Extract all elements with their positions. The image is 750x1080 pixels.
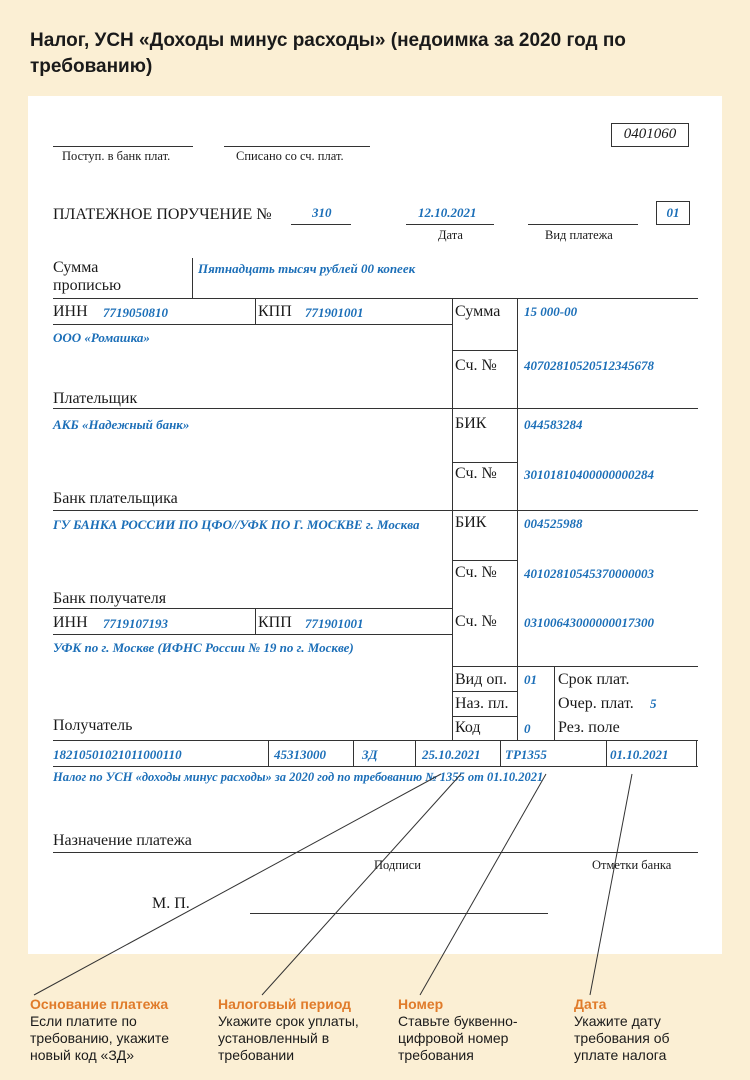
callout-line-period: [262, 774, 461, 995]
code-value: 0: [524, 721, 531, 736]
recipient-account-label: Сч. №: [455, 613, 497, 630]
sum-value: 15 000-00: [524, 304, 578, 319]
annotation-text-number: Ставьте буквенно-цифровой номер требования: [398, 1013, 518, 1063]
payer-bank-bik: 044583284: [524, 417, 583, 432]
annotation-title-date: Дата: [574, 996, 607, 1012]
status-code: 01: [666, 205, 680, 220]
recipient-account: 03100643000000017300: [524, 615, 654, 630]
amount-words-label-1: Сумма: [53, 259, 99, 276]
priority-value: 5: [650, 696, 657, 711]
payer-inn-label: ИНН: [53, 303, 88, 320]
amount-words-label-2: прописью: [53, 277, 122, 294]
purpose-text: Налог по УСН «доходы минус расходы» за 2020 год по требованию № 1355 от 01.10.2021: [53, 770, 544, 784]
recipient-bank-account-label: Сч. №: [455, 564, 497, 581]
annotation-title-period: Налоговый период: [218, 996, 352, 1012]
recipient-kpp: 771901001: [305, 616, 364, 631]
payer-kpp: 771901001: [305, 305, 364, 320]
callout-line-basis: [34, 774, 441, 995]
op-type-label: Вид оп.: [455, 671, 507, 688]
kbk: 18210501021011000110: [53, 747, 182, 762]
payer-bank: АКБ «Надежный банк»: [53, 417, 190, 432]
purpose-code-label: Наз. пл.: [455, 695, 509, 712]
tax-period: 25.10.2021: [422, 747, 481, 762]
purpose-label: Назначение платежа: [53, 832, 192, 849]
annotation-text-basis: Если платите по требованию, укажите новый код «ЗД»: [30, 1013, 169, 1063]
recipient-bank-bik: 004525988: [524, 516, 583, 531]
amount-words: Пятнадцать тысяч рублей 00 копеек: [198, 261, 416, 276]
payer-label: Плательщик: [53, 390, 138, 407]
payer-name: ООО «Ромашка»: [53, 330, 150, 345]
recipient-inn: 7719107193: [103, 616, 168, 631]
payer-account: 40702810520512345678: [524, 358, 654, 373]
debited-label: Списано со сч. плат.: [236, 149, 344, 163]
sum-label: Сумма: [455, 303, 501, 320]
doc-number: ТР1355: [505, 747, 547, 762]
order-number: 310: [312, 205, 332, 220]
date-label: Дата: [438, 228, 463, 242]
recipient-label: Получатель: [53, 717, 133, 734]
basis: ЗД: [362, 747, 378, 762]
recipient-bank: ГУ БАНКА РОССИИ ПО ЦФО//УФК ПО Г. МОСКВЕ г. Москва: [53, 517, 420, 532]
callout-line-number: [420, 774, 546, 995]
payer-bank-label: Банк плательщика: [53, 490, 178, 507]
page-title: Налог, УСН «Доходы минус расходы» (недоимка за 2020 год по требованию): [30, 30, 626, 77]
order-label: ПЛАТЕЖНОЕ ПОРУЧЕНИЕ №: [53, 206, 272, 223]
deadline-label: Срок плат.: [558, 671, 630, 688]
stamp-label: М. П.: [152, 895, 190, 912]
recipient-kpp-label: КПП: [258, 614, 292, 631]
op-type: 01: [524, 672, 537, 687]
order-date: 12.10.2021: [418, 205, 477, 220]
payer-account-label: Сч. №: [455, 357, 497, 374]
code-label: Код: [455, 719, 481, 736]
payer-bank-account-label: Сч. №: [455, 465, 497, 482]
annotation-title-basis: Основание платежа: [30, 996, 169, 1012]
payer-inn: 7719050810: [103, 305, 168, 320]
bank-marks-label: Отметки банка: [592, 858, 672, 872]
recipient-bank-label: Банк получателя: [53, 590, 167, 607]
annotation-title-number: Номер: [398, 996, 444, 1012]
oktmo: 45313000: [274, 747, 326, 762]
payer-kpp-label: КПП: [258, 303, 292, 320]
annotation-text-period: Укажите срок уплаты, установленный в требовании: [218, 1013, 359, 1063]
callout-line-date: [590, 774, 632, 995]
form-code: 0401060: [623, 126, 677, 142]
received-label: Поступ. в банк плат.: [62, 149, 171, 163]
reserve-label: Рез. поле: [558, 719, 620, 736]
recipient-bank-bik-label: БИК: [455, 514, 487, 531]
recipient-inn-label: ИНН: [53, 614, 88, 631]
doc-date: 01.10.2021: [610, 747, 669, 762]
signatures-label: Подписи: [374, 858, 421, 872]
recipient-bank-account: 40102810545370000003: [524, 566, 654, 581]
payer-bank-account: 30101810400000000284: [524, 467, 654, 482]
priority-label: Очер. плат.: [558, 695, 634, 712]
recipient-name: УФК по г. Москве (ИФНС России № 19 по г. Москве): [53, 640, 354, 655]
payer-bank-bik-label: БИК: [455, 415, 487, 432]
annotation-text-date: Укажите дату требования об уплате налога: [574, 1013, 670, 1063]
payment-type-label: Вид платежа: [545, 228, 613, 242]
